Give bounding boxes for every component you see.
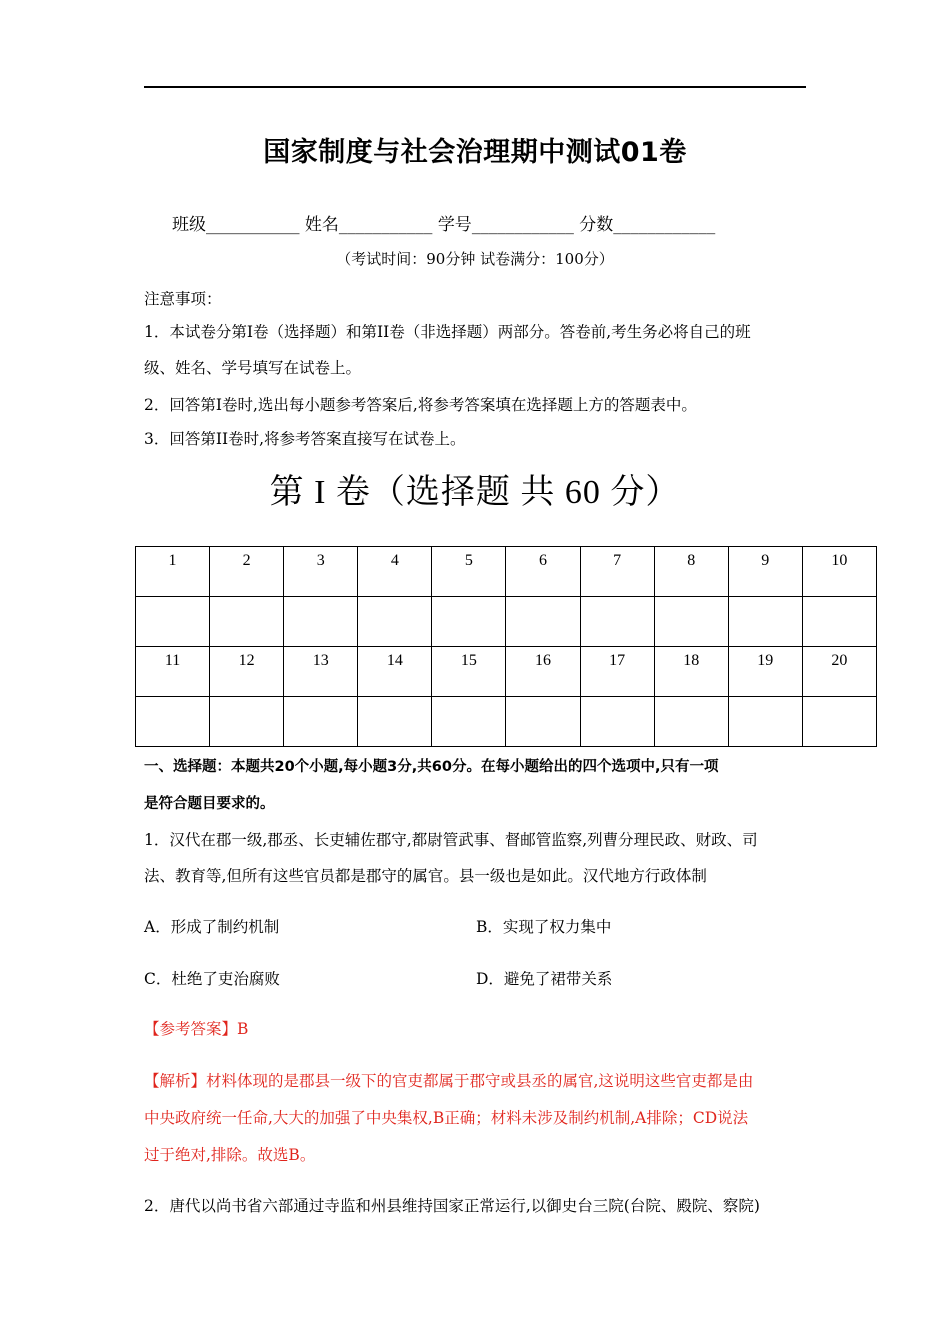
answer-blank-cell[interactable] <box>802 697 876 747</box>
q1-analysis-line-2: 中央政府统一任命,大大的加强了中央集权,B正确；材料未涉及制约机制,A排除；CD说法 <box>144 1109 749 1127</box>
section-title: 第 I 卷（选择题 共 60 分） <box>269 474 681 511</box>
answer-blank-cell[interactable] <box>802 597 876 647</box>
answer-blank-cell[interactable] <box>728 597 802 647</box>
table-row <box>136 597 877 647</box>
note-item-1-line-1: 1．本试卷分第I卷（选择题）和第II卷（非选择题）两部分。答卷前,考生务必将自己的班 <box>144 323 751 341</box>
exam-time: （考试时间：90分钟 试卷满分：100分） <box>336 250 614 268</box>
answer-blank-cell[interactable] <box>432 697 506 747</box>
answer-number-cell: 1 <box>136 547 210 597</box>
table-row <box>136 547 877 597</box>
id-blank[interactable]: ____________ <box>471 215 574 235</box>
score-label: 分数 <box>579 215 614 235</box>
q1-analysis-line-3: 过于绝对,排除。故选B。 <box>144 1146 316 1164</box>
answer-number-cell: 15 <box>432 647 506 697</box>
q1-stem-line-1: 1．汉代在郡一级,郡丞、长吏辅佐郡守,都尉管武事、督邮管监察,列曹分理民政、财政、司 <box>144 831 758 849</box>
name-label: 姓名 <box>304 215 339 235</box>
q1-option-b[interactable]: B．实现了权力集中 <box>476 918 612 936</box>
table-row <box>136 697 877 747</box>
answer-blank-cell[interactable] <box>580 697 654 747</box>
id-label: 学号 <box>437 215 472 235</box>
answer-blank-cell[interactable] <box>136 697 210 747</box>
class-blank[interactable]: ___________ <box>206 215 300 235</box>
q2-stem-line-1: 2．唐代以尚书省六部通过寺监和州县维持国家正常运行,以御史台三院(台院、殿院、察院) <box>144 1197 760 1215</box>
answer-number-cell: 10 <box>802 547 876 597</box>
student-info-line <box>172 210 715 235</box>
answer-number-cell: 16 <box>506 647 580 697</box>
answer-blank-cell[interactable] <box>284 697 358 747</box>
answer-blank-cell[interactable] <box>432 597 506 647</box>
class-label: 班级 <box>172 215 206 235</box>
part1-instruction-line-1: 一、选择题：本题共20个小题,每小题3分,共60分。在每小题给出的四个选项中,只有一项 <box>144 759 719 775</box>
answer-number-cell: 9 <box>728 547 802 597</box>
answer-blank-cell[interactable] <box>210 597 284 647</box>
answer-number-cell: 6 <box>506 547 580 597</box>
answer-number-cell: 3 <box>284 547 358 597</box>
answer-number-cell: 2 <box>210 547 284 597</box>
answer-blank-cell[interactable] <box>580 597 654 647</box>
q1-analysis-line-1: 【解析】材料体现的是郡县一级下的官吏都属于郡守或县丞的属官,这说明这些官吏都是由 <box>144 1072 754 1090</box>
answer-blank-cell[interactable] <box>210 697 284 747</box>
answer-number-cell: 14 <box>358 647 432 697</box>
answer-blank-cell[interactable] <box>284 597 358 647</box>
q1-option-d[interactable]: D．避免了裙带关系 <box>476 970 613 988</box>
answer-blank-cell[interactable] <box>358 697 432 747</box>
name-blank[interactable]: ___________ <box>338 215 433 235</box>
answer-blank-cell[interactable] <box>136 597 210 647</box>
answer-number-cell: 12 <box>210 647 284 697</box>
notes-heading: 注意事项： <box>144 290 222 308</box>
header-rule <box>144 86 806 88</box>
answer-number-cell: 18 <box>654 647 728 697</box>
table-row <box>136 647 877 697</box>
answer-number-cell: 20 <box>802 647 876 697</box>
answer-table <box>135 546 877 747</box>
note-item-3: 3．回答第II卷时,将参考答案直接写在试卷上。 <box>144 430 466 448</box>
q1-stem-line-2: 法、教育等,但所有这些官员都是郡守的属官。县一级也是如此。汉代地方行政体制 <box>144 867 707 885</box>
note-item-2: 2．回答第I卷时,选出每小题参考答案后,将参考答案填在选择题上方的答题表中。 <box>144 396 697 414</box>
answer-number-cell: 19 <box>728 647 802 697</box>
score-blank[interactable]: ____________ <box>613 215 716 235</box>
answer-blank-cell[interactable] <box>728 697 802 747</box>
answer-number-cell: 4 <box>358 547 432 597</box>
answer-number-cell: 8 <box>654 547 728 597</box>
answer-blank-cell[interactable] <box>654 697 728 747</box>
answer-blank-cell[interactable] <box>358 597 432 647</box>
answer-number-cell: 5 <box>432 547 506 597</box>
part1-instruction-line-2: 是符合题目要求的。 <box>144 796 275 812</box>
q1-option-a[interactable]: A．形成了制约机制 <box>144 918 280 936</box>
q1-answer: 【参考答案】B <box>144 1020 249 1038</box>
answer-number-cell: 7 <box>580 547 654 597</box>
answer-blank-cell[interactable] <box>654 597 728 647</box>
answer-number-cell: 13 <box>284 647 358 697</box>
answer-blank-cell[interactable] <box>506 697 580 747</box>
answer-blank-cell[interactable] <box>506 597 580 647</box>
answer-number-cell: 11 <box>136 647 210 697</box>
note-item-1-line-2: 级、姓名、学号填写在试卷上。 <box>144 359 362 377</box>
answer-number-cell: 17 <box>580 647 654 697</box>
q1-option-c[interactable]: C．杜绝了吏治腐败 <box>144 970 280 988</box>
page-title: 国家制度与社会治理期中测试01卷 <box>263 137 687 168</box>
